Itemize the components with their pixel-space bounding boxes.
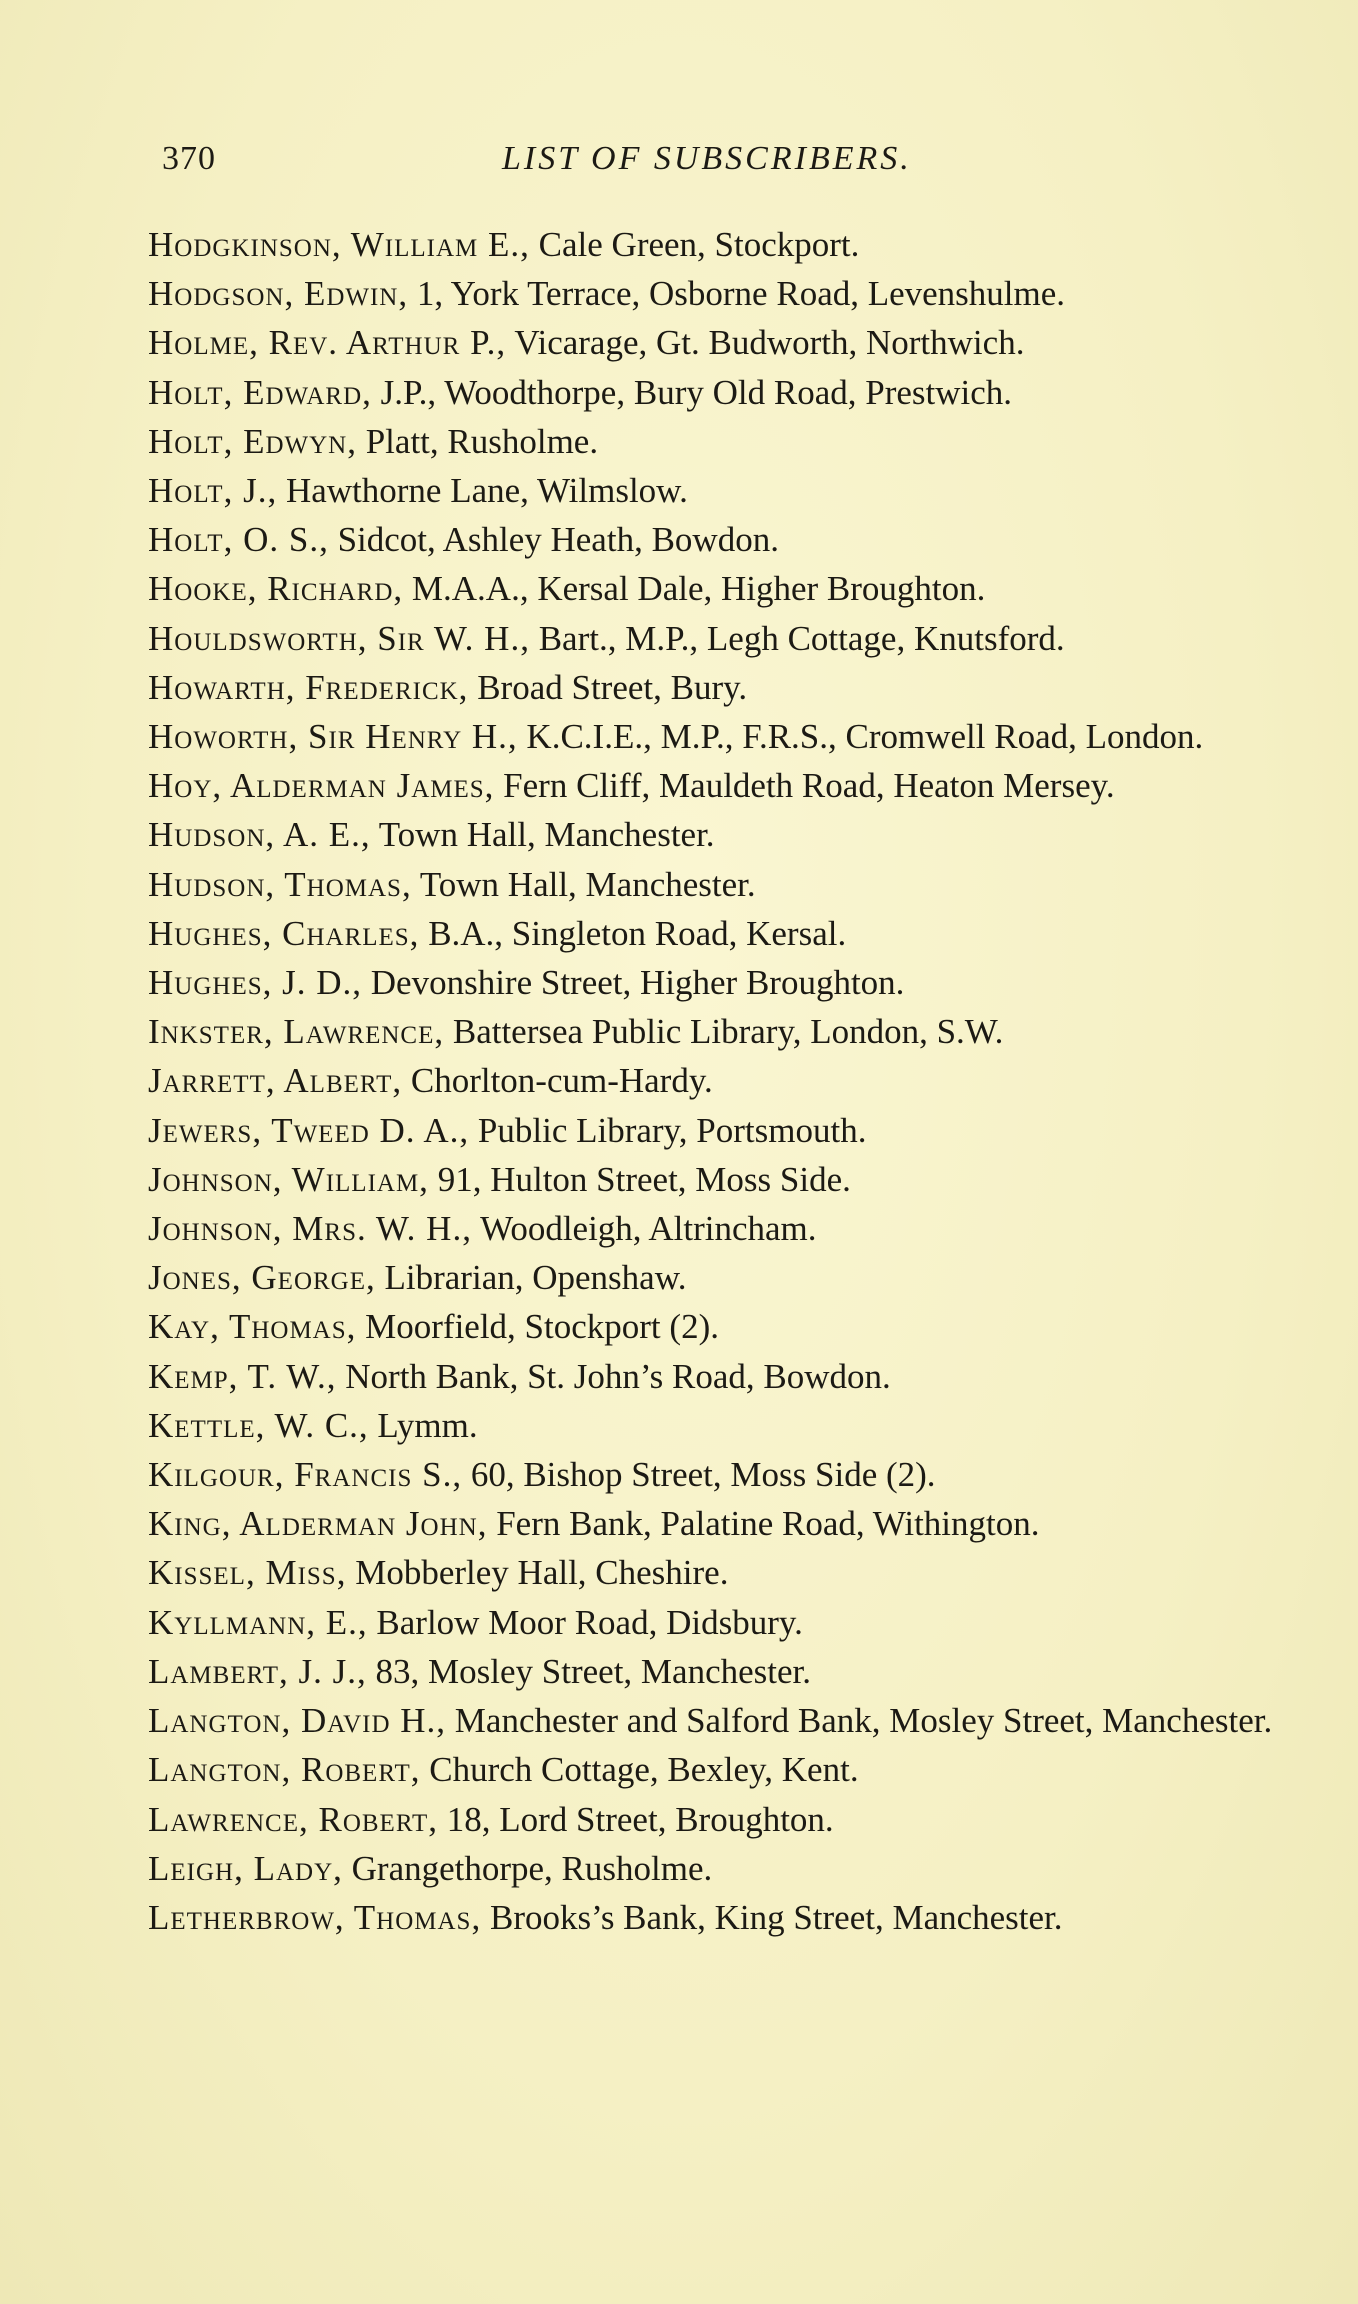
subscriber-name: Holt, J., (148, 471, 278, 511)
subscriber-entry (148, 1056, 1298, 1105)
subscriber-entry (148, 909, 1298, 958)
subscriber-entry (148, 1253, 1298, 1302)
subscriber-name: Kilgour, Francis S., (148, 1455, 463, 1495)
subscriber-name: Hudson, Thomas, (148, 864, 412, 904)
subscriber-name: Holt, Edwyn, (148, 421, 357, 461)
subscriber-name: Houldsworth, Sir W. H., (148, 618, 530, 658)
subscriber-name: Letherbrow, Thomas, (148, 1897, 482, 1937)
subscriber-address: Church Cottage, Bexley, Kent. (429, 1750, 859, 1790)
subscriber-address: Lymm. (377, 1405, 478, 1445)
subscriber-address: Fern Cliff, Mauldeth Road, Heaton Mersey. (503, 766, 1115, 806)
running-title: LIST OF SUBSCRIBERS. (502, 140, 912, 177)
subscriber-address: Moorfield, Stockport (2). (365, 1307, 719, 1347)
subscriber-address: Devonshire Street, Higher Broughton. (370, 963, 905, 1003)
subscriber-address: 83, Mosley Street, Manchester. (375, 1651, 812, 1691)
subscriber-entry (148, 1401, 1298, 1450)
subscriber-name: Inkster, Lawrence, (148, 1012, 445, 1052)
subscriber-address: 1, York Terrace, Osborne Road, Levenshulme. (416, 274, 1066, 314)
subscriber-entry (148, 761, 1298, 810)
subscriber-address: Public Library, Portsmouth. (477, 1110, 867, 1150)
subscriber-address: Town Hall, Manchester. (378, 815, 715, 855)
subscriber-address: Cale Green, Stockport. (538, 225, 860, 264)
subscriber-name: Johnson, William, (148, 1159, 429, 1199)
subscriber-entry (148, 368, 1298, 417)
subscriber-name: Kettle, W. C., (148, 1405, 369, 1445)
subscriber-name: Jones, George, (148, 1258, 376, 1298)
subscriber-entry (148, 318, 1298, 367)
subscriber-name: Kyllmann, E., (148, 1602, 368, 1642)
subscriber-entry (148, 417, 1298, 466)
subscriber-address: Hawthorne Lane, Wilmslow. (285, 471, 688, 511)
subscriber-entry (148, 1844, 1298, 1893)
subscriber-name: Hudson, A. E., (148, 815, 371, 855)
subscriber-name: King, Alderman John, (148, 1504, 488, 1544)
subscriber-name: Hughes, Charles, (148, 913, 420, 953)
subscriber-name: Hodgkinson, William E., (148, 225, 530, 264)
subscriber-name: Lawrence, Robert, (148, 1799, 439, 1839)
subscriber-name: Hughes, J. D., (148, 963, 363, 1003)
subscriber-entry (148, 663, 1298, 712)
subscriber-address: J.P., Woodthorpe, Bury Old Road, Prestwich. (380, 372, 1013, 412)
subscriber-name: Hoy, Alderman James, (148, 766, 495, 806)
subscriber-entry (148, 1598, 1298, 1647)
subscriber-name: Hooke, Richard, (148, 569, 404, 609)
page-number: 370 (162, 140, 216, 177)
subscriber-name: Jewers, Tweed D. A., (148, 1110, 470, 1150)
subscriber-name: Howarth, Frederick, (148, 667, 469, 707)
subscriber-address: Bart., M.P., Legh Cottage, Knutsford. (538, 618, 1065, 658)
subscriber-address: Fern Bank, Palatine Road, Withington. (496, 1504, 1040, 1544)
subscriber-name: Langton, David H., (148, 1701, 447, 1741)
subscriber-entry (148, 810, 1298, 859)
subscriber-entry (148, 515, 1298, 564)
subscriber-name: Kay, Thomas, (148, 1307, 357, 1347)
subscriber-name: Kissel, Miss, (148, 1553, 347, 1593)
subscriber-name: Leigh, Lady, (148, 1848, 343, 1888)
subscriber-address: Town Hall, Manchester. (419, 864, 756, 904)
subscriber-entry (148, 220, 1298, 269)
subscriber-entry (148, 1352, 1298, 1401)
subscriber-entry (148, 1647, 1298, 1696)
subscriber-name: Kemp, T. W., (148, 1356, 337, 1396)
page-header (162, 140, 1272, 190)
subscriber-address: 91, Hulton Street, Moss Side. (437, 1159, 851, 1199)
subscriber-name: Lambert, J. J., (148, 1651, 367, 1691)
subscriber-entry (148, 1696, 1298, 1745)
subscriber-entry (148, 1204, 1298, 1253)
subscriber-address: Sidcot, Ashley Heath, Bowdon. (337, 520, 779, 560)
subscriber-address: M.A.A., Kersal Dale, Higher Broughton. (411, 569, 986, 609)
subscriber-address: North Bank, St. John’s Road, Bowdon. (345, 1356, 891, 1396)
subscriber-entry (148, 1499, 1298, 1548)
subscriber-address: B.A., Singleton Road, Kersal. (428, 913, 847, 953)
subscriber-name: Holt, Edward, (148, 372, 372, 412)
subscriber-address: Chorlton-cum-Hardy. (410, 1061, 713, 1101)
subscriber-entry (148, 1155, 1298, 1204)
subscriber-list (148, 220, 1298, 1942)
subscriber-address: Vicarage, Gt. Budworth, Northwich. (514, 323, 1025, 363)
subscriber-address: Grangethorpe, Rusholme. (351, 1848, 713, 1888)
subscriber-entry (148, 614, 1298, 663)
subscriber-entry (148, 1450, 1298, 1499)
subscriber-address: Platt, Rusholme. (365, 421, 599, 461)
subscriber-entry (148, 1795, 1298, 1844)
subscriber-entry (148, 1745, 1298, 1794)
subscriber-entry (148, 564, 1298, 613)
subscriber-name: Hodgson, Edwin, (148, 274, 409, 314)
subscriber-name: Holme, Rev. Arthur P., (148, 323, 507, 363)
subscriber-name: Langton, Robert, (148, 1750, 421, 1790)
subscriber-entry (148, 860, 1298, 909)
subscriber-entry (148, 1548, 1298, 1597)
subscriber-name: Holt, O. S., (148, 520, 329, 560)
subscriber-entry (148, 712, 1298, 761)
subscriber-address: Librarian, Openshaw. (384, 1258, 687, 1298)
subscriber-entry (148, 269, 1298, 318)
subscriber-name: Jarrett, Albert, (148, 1061, 403, 1101)
subscriber-address: Woodleigh, Altrincham. (480, 1209, 817, 1249)
subscriber-address: 60, Bishop Street, Moss Side (2). (470, 1455, 936, 1495)
subscriber-address: Broad Street, Bury. (477, 667, 748, 707)
subscriber-entry (148, 466, 1298, 515)
subscriber-name: Johnson, Mrs. W. H., (148, 1209, 472, 1249)
subscriber-entry (148, 1302, 1298, 1351)
subscriber-address: Barlow Moor Road, Didsbury. (376, 1602, 803, 1642)
subscriber-address: K.C.I.E., M.P., F.R.S., Cromwell Road, London. (526, 717, 1204, 757)
subscriber-name: Howorth, Sir Henry H., (148, 717, 518, 757)
subscriber-entry (148, 1106, 1298, 1155)
subscriber-address: Manchester and Salford Bank, Mosley Street, Manchester. (454, 1701, 1273, 1741)
subscriber-address: Battersea Public Library, London, S.W. (452, 1012, 1004, 1052)
subscriber-entry (148, 1007, 1298, 1056)
subscriber-address: 18, Lord Street, Broughton. (446, 1799, 834, 1839)
subscriber-address: Mobberley Hall, Cheshire. (355, 1553, 729, 1593)
subscriber-entry (148, 1893, 1298, 1942)
subscriber-address: Brooks’s Bank, King Street, Manchester. (489, 1897, 1063, 1937)
subscriber-entry (148, 958, 1298, 1007)
